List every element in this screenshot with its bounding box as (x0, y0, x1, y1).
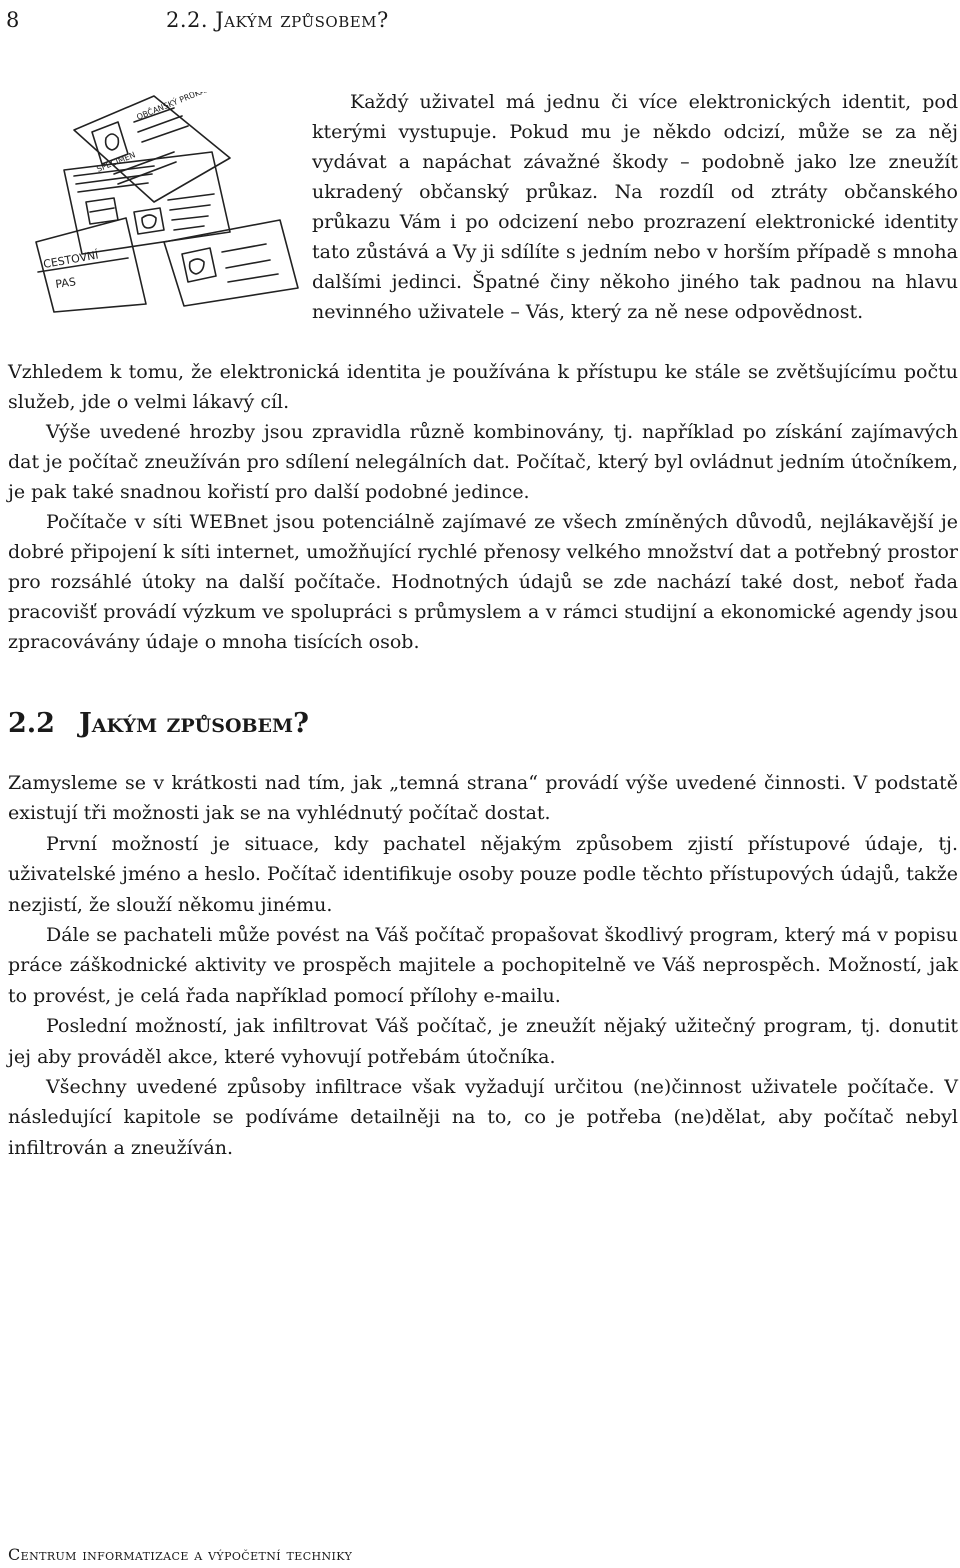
section-paragraph-2: První možností je situace, kdy pachatel nějakým způsobem zjistí přístupové údaje, tj. uživatelské jméno a heslo. Počítač identifikuje osoby pouze podle těchto přístupových údajů, takže nezjistí, že slouží někomu jinému. (8, 832, 958, 916)
intro-paragraph: Každý uživatel má jednu či více elektronických identit, pod kterými vystupuje. Pokud mu je někdo odcizí, může se za něj vydávat a napáchat závažné škody – podobně jako lze zneužít ukradený občanský průkaz. Na rozdíl od ztráty občanského průkazu Vám i po odcizení nebo prozrazení elektronické identity tato zůstává a Vy ji sdílíte s jedním nebo v horším případě s mnoha dalšími jedinci. Špatné činy někoho jiného tak padnou na hlavu nevinného uživatele – Vás, který za ně nese odpovědnost. (312, 91, 958, 323)
section-title: Jakým způsobem? (78, 708, 309, 739)
section-paragraph-4: Poslední možností, jak infiltrovat Váš počítač, je zneužít nějaký užitečný program, tj. donutit jej aby prováděl akce, které vyhovují potřebám útočníka. (8, 1015, 958, 1068)
intro-continuation: Vzhledem k tomu, že elektronická identita je používána k přístupu ke stále se zvětšujícímu počtu služeb, jde o velmi lákavý cíl. (8, 361, 958, 413)
section-paragraph-3: Dále se pachateli může povést na Váš počítač propašovat škodlivý program, který má v popisu práce záškodnické aktivity ve prospěch majitele a pochopitelně ve Váš neprospěch. Možností, jak to provést, je celá řada například pomocí přílohy e-mailu. (8, 924, 958, 1007)
intro-paragraph-2: Výše uvedené hrozby jsou zpravidla různě kombinovány, tj. například po získání zajímavých dat je počítač zneužíván pro sdílení nelegálních dat. Počítač, který byl ovládnut jedním útočníkem, je pak také snadnou kořistí pro další podobné jedince. (8, 421, 958, 503)
page-number: 8 (6, 8, 20, 32)
intro-float-text (312, 87, 958, 327)
running-title: 2.2. Jakým způsobem? (166, 8, 389, 32)
section-body (8, 768, 958, 1163)
section-paragraph-5: Všechny uvedené způsoby infiltrace však vyžadují určitou (ne)činnost uživatele počítače. V následující kapitole se podíváme detailněji na to, co je potřeba (ne)dělat, aby počítač nebyl infiltrován a zneužíván. (8, 1076, 958, 1159)
section-number: 2.2 (8, 708, 55, 739)
id-documents-sketch-icon (34, 92, 302, 314)
intro-body (8, 357, 958, 657)
intro-paragraph-3: Počítače v síti WEBnet jsou potenciálně zajímavé ze všech zmíněných důvodů, nejlákavější je dobré připojení k síti internet, umožňující rychlé přenosy velkého množství dat a potřebný prostor pro rozsáhlé útoky na další počítače. Hodnotných údajů se zde nachází také dost, neboť řada pracovišť provádí výzkum ve spolupráci s průmyslem a v rámci studijní a ekonomické agendy jsou zpracovávány údaje o mnoha tisících osob. (8, 511, 958, 653)
passport-label-line2: PAS (54, 275, 77, 291)
running-head (6, 4, 954, 36)
section-paragraph-1: Zamysleme se v krátkosti nad tím, jak „temná strana“ provádí výše uvedené činnosti. V podstatě existují tři možnosti jak se na vyhlédnutý počítač dostat. (8, 772, 958, 825)
specimen-label: SPECIMEN (95, 150, 137, 174)
page-footer: Centrum informatizace a výpočetní techniky (8, 1545, 353, 1564)
id-card-label: OBČANSKÝ PRŮKAZ (135, 92, 212, 122)
passport-label-line1: CESTOVNÍ (42, 248, 100, 271)
section-heading (8, 704, 309, 744)
